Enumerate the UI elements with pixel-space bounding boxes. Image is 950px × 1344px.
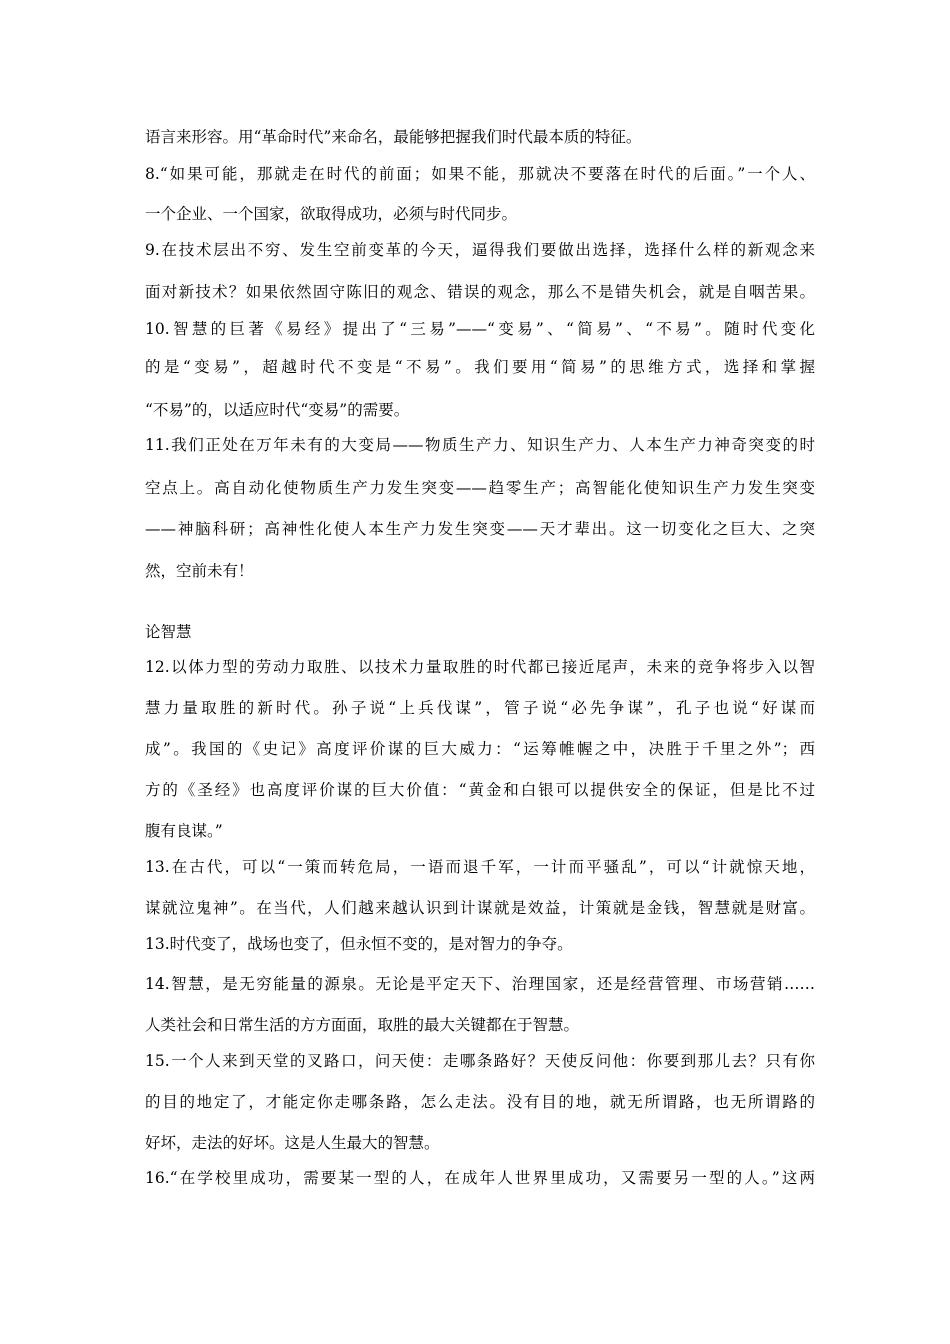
paragraph-14-line-1: 14.智慧，是无穷能量的源泉。无论是平定天下、治理国家，还是经营管理、市场营销…… xyxy=(145,975,815,993)
paragraph-15-line-3: 好坏，走法的好坏。这是人生最大的智慧。 xyxy=(145,1134,440,1152)
paragraph-8-line-1: 8.“如果可能，那就走在时代的前面；如果不能，那就决不要落在时代的后面。”一个人、 xyxy=(145,165,815,183)
paragraph-13-line-1: 13.在古代，可以“一策而转危局，一语而退千军，一计而平骚乱”，可以“计就惊天地， xyxy=(145,858,815,876)
paragraph-9-line-2: 面对新技术？如果依然固守陈旧的观念、错误的观念，那么不是错失机会，就是自咽苦果。 xyxy=(145,283,815,301)
paragraph-11-line-1: 11.我们正处在万年未有的大变局——物质生产力、知识生产力、人本生产力神奇突变的时 xyxy=(145,436,815,454)
paragraph-15-line-1: 15.一个人来到天堂的叉路口，问天使：走哪条路好？天使反问他：你要到那儿去？只有你 xyxy=(145,1052,815,1070)
paragraph-10-line-3: “不易”的，以适应时代“变易”的需要。 xyxy=(145,401,410,419)
paragraph-11-line-2: 空点上。高自动化使物质生产力发生突变——趋零生产；高智能化使知识生产力发生突变 xyxy=(145,479,815,497)
paragraph-9-line-1: 9.在技术层出不穷、发生空前变革的今天，逼得我们要做出选择，选择什么样的新观念来 xyxy=(145,241,815,259)
paragraph-12-line-5: 腹有良谋。” xyxy=(145,822,223,840)
paragraph-12-line-3: 成”。我国的《史记》高度评价谋的巨大威力：“运筹帷幄之中，决胜于千里之外”；西 xyxy=(145,740,815,758)
paragraph-8-line-2: 一个企业、一个国家，欲取得成功，必须与时代同步。 xyxy=(145,205,518,223)
paragraph-12-line-4: 方的《圣经》也高度评价谋的巨大价值：“黄金和白银可以提供安全的保证，但是比不过 xyxy=(145,781,815,799)
text-line: 语言来形容。用“革命时代”来命名，最能够把握我们时代最本质的特征。 xyxy=(145,128,642,146)
section-heading: 论智慧 xyxy=(145,623,192,641)
paragraph-10-line-1: 10.智慧的巨著《易经》提出了“三易”——“变易”、“简易”、“不易”。随时代变化 xyxy=(145,320,815,338)
paragraph-11-line-4: 然，空前未有！ xyxy=(145,562,254,580)
paragraph-14-line-2: 人类社会和日常生活的方方面面，取胜的最大关键都在于智慧。 xyxy=(145,1016,580,1034)
paragraph-13b-line-1: 13.时代变了，战场也变了，但永恒不变的，是对智力的争夺。 xyxy=(145,935,573,953)
paragraph-15-line-2: 的目的地定了，才能定你走哪条路，怎么走法。没有目的地，就无所谓路，也无所谓路的 xyxy=(145,1093,815,1111)
paragraph-11-line-3: ——神脑科研；高神性化使人本生产力发生突变——天才辈出。这一切变化之巨大、之突 xyxy=(145,520,815,538)
paragraph-13-line-2: 谋就泣鬼神”。在当代，人们越来越认识到计谋就是效益，计策就是金钱，智慧就是财富。 xyxy=(145,899,815,917)
paragraph-10-line-2: 的是“变易”，超越时代不变是“不易”。我们要用“简易”的思维方式，选择和掌握 xyxy=(145,358,815,376)
paragraph-16-line-1: 16.“在学校里成功，需要某一型的人，在成年人世界里成功，又需要另一型的人。”这两 xyxy=(145,1169,815,1187)
paragraph-12-line-1: 12.以体力型的劳动力取胜、以技术力量取胜的时代都已接近尾声，未来的竞争将步入以智 xyxy=(145,658,815,676)
paragraph-12-line-2: 慧力量取胜的新时代。孙子说“上兵伐谋”，管子说“必先争谋”，孔子也说“好谋而 xyxy=(145,699,815,717)
